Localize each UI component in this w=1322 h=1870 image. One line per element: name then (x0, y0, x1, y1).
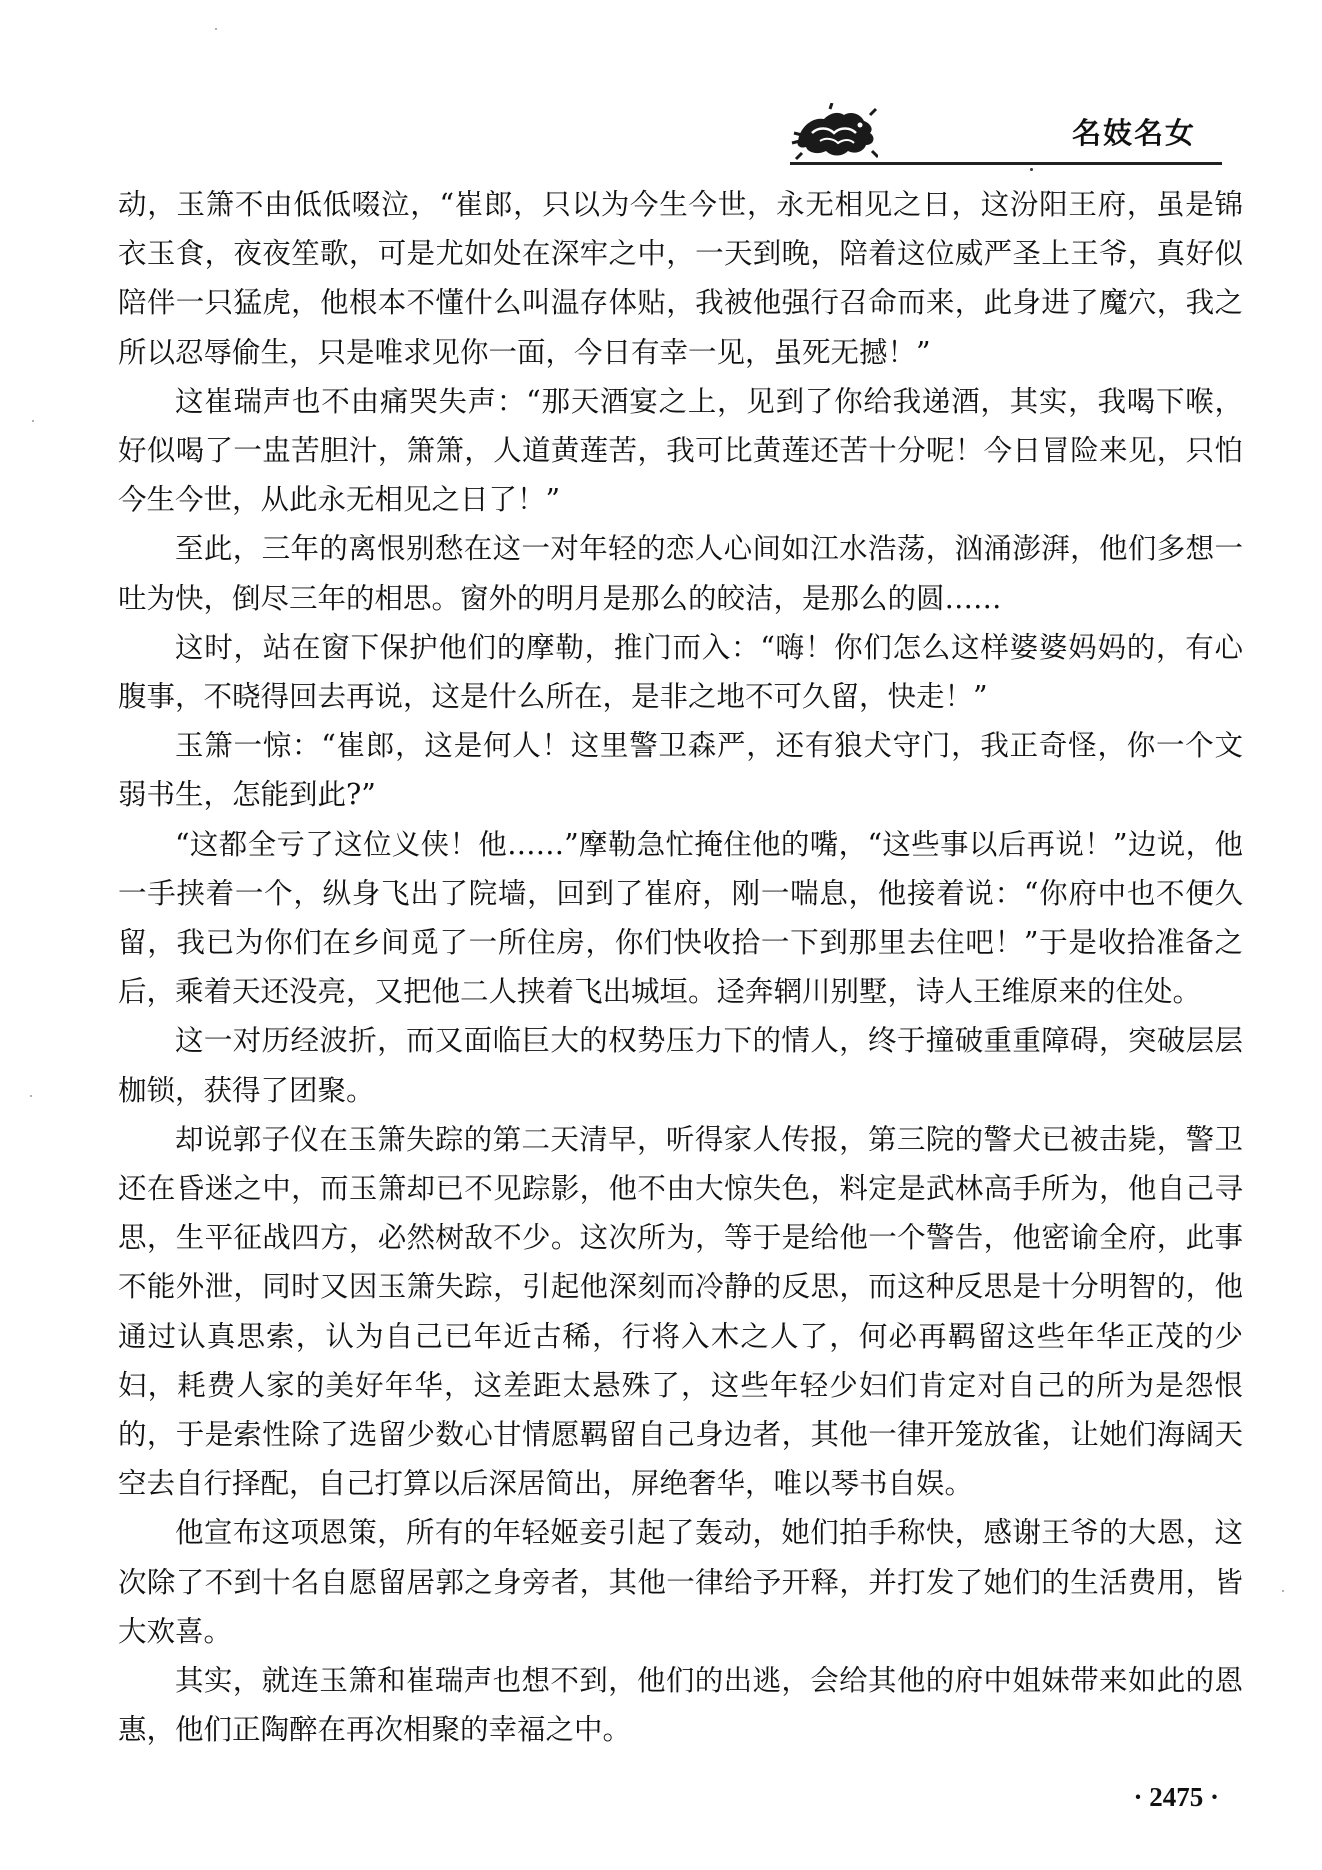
scan-speck (1282, 1590, 1284, 1592)
paragraph-3: 至此，三年的离恨别愁在这一对年轻的恋人心间如江水浩荡，汹涌澎湃，他们多想一吐为快，倒尽三年的相思。窗外的明月是那么的皎洁，是那么的圆…… (118, 532, 1243, 615)
paragraph-6: “这都全亏了这位义侠！他……”摩勒急忙掩住他的嘴，“这些事以后再说！”边说，他一手挟着一个，纵身飞出了院墙，回到了崔府，刚一喘息，他接着说：“你府中也不便久留，我已为你们在乡间觅了一所住房，你们快收拾一下到那里去住吧！”于是收拾准备之后，乘着天还没亮，又把他二人挟着飞出城垣。迳奔辋川别墅，诗人王维原来的住处。 (118, 827, 1243, 1009)
header-rule (790, 162, 1222, 165)
scan-speck (32, 420, 34, 422)
paragraph-9: 他宣布这项恩策，所有的年轻姬妾引起了轰动，她们拍手称快，感谢王爷的大恩，这次除了不到十名自愿留居郭之身旁者，其他一律给予开释，并打发了她们的生活费用，皆大欢喜。 (118, 1516, 1243, 1648)
header-dot (1030, 168, 1033, 171)
paragraph-10: 其实，就连玉箫和崔瑞声也想不到，他们的出逃，会给其他的府中姐妹带来如此的恩惠，他们正陶醉在再次相聚的幸福之中。 (118, 1664, 1243, 1747)
paragraph-1: 动，玉箫不由低低啜泣，“崔郎，只以为今生今世，永无相见之日，这汾阳王府，虽是锦衣玉食，夜夜笙歌，可是尤如处在深牢之中，一天到晚，陪着这位威严圣上王爷，真好似陪伴一只猛虎，他根本不懂什么叫温存体贴，我被他强行召命而来，此身进了魔穴，我之所以忍辱偷生，只是唯求见你一面，今日有幸一见，虽死无撼！” (118, 188, 1243, 369)
dragon-emblem-icon (790, 103, 878, 163)
running-header (790, 95, 1210, 165)
paragraph-5: 玉箫一惊：“崔郎，这是何人！这里警卫森严，还有狼犬守门，我正奇怪，你一个文弱书生，怎能到此?” (118, 729, 1243, 812)
scan-speck (30, 1095, 32, 1097)
body-text (118, 180, 1243, 1755)
page-number: · 2475 · (1133, 1782, 1219, 1812)
paragraph-7: 这一对历经波折，而又面临巨大的权势压力下的情人，终于撞破重重障碍，突破层层枷锁，获得了团聚。 (118, 1024, 1243, 1107)
paragraph-4: 这时，站在窗下保护他们的摩勒，推门而入：“嗨！你们怎么这样婆婆妈妈的，有心腹事，不晓得回去再说，这是什么所在，是非之地不可久留，快走！” (118, 630, 1243, 714)
paragraph-8: 却说郭子仪在玉箫失踪的第二天清早，听得家人传报，第三院的警犬已被击毙，警卫还在昏迷之中，而玉箫却已不见踪影，他不由大惊失色，料定是武林高手所为，他自己寻思，生平征战四方，必然树敌不少。这次所为，等于是给他一个警告，他密谕全府，此事不能外泄，同时又因玉箫失踪，引起他深刻而冷静的反思，而这种反思是十分明智的，他通过认真思索，认为自己已年近古稀，行将入木之人了，何必再羁留这些年华正茂的少妇，耗费人家的美好年华，这差距太悬殊了，这些年轻少妇们肯定对自己的所为是怨恨的，于是索性除了选留少数心甘情愿羁留自己身边者，其他一律开笼放雀，让她们海阔天空去自行择配，自己打算以后深居简出，屏绝奢华，唯以琴书自娱。 (118, 1122, 1243, 1501)
scan-speck (215, 28, 217, 30)
header-title: 名妓名女 (1071, 116, 1196, 150)
paragraph-2: 这崔瑞声也不由痛哭失声：“那天酒宴之上，见到了你给我递酒，其实，我喝下喉，好似喝了一盅苦胆汁，箫箫，人道黄莲苦，我可比黄莲还苦十分呢！今日冒险来见，只怕今生今世，从此永无相见之日了！” (118, 384, 1243, 517)
